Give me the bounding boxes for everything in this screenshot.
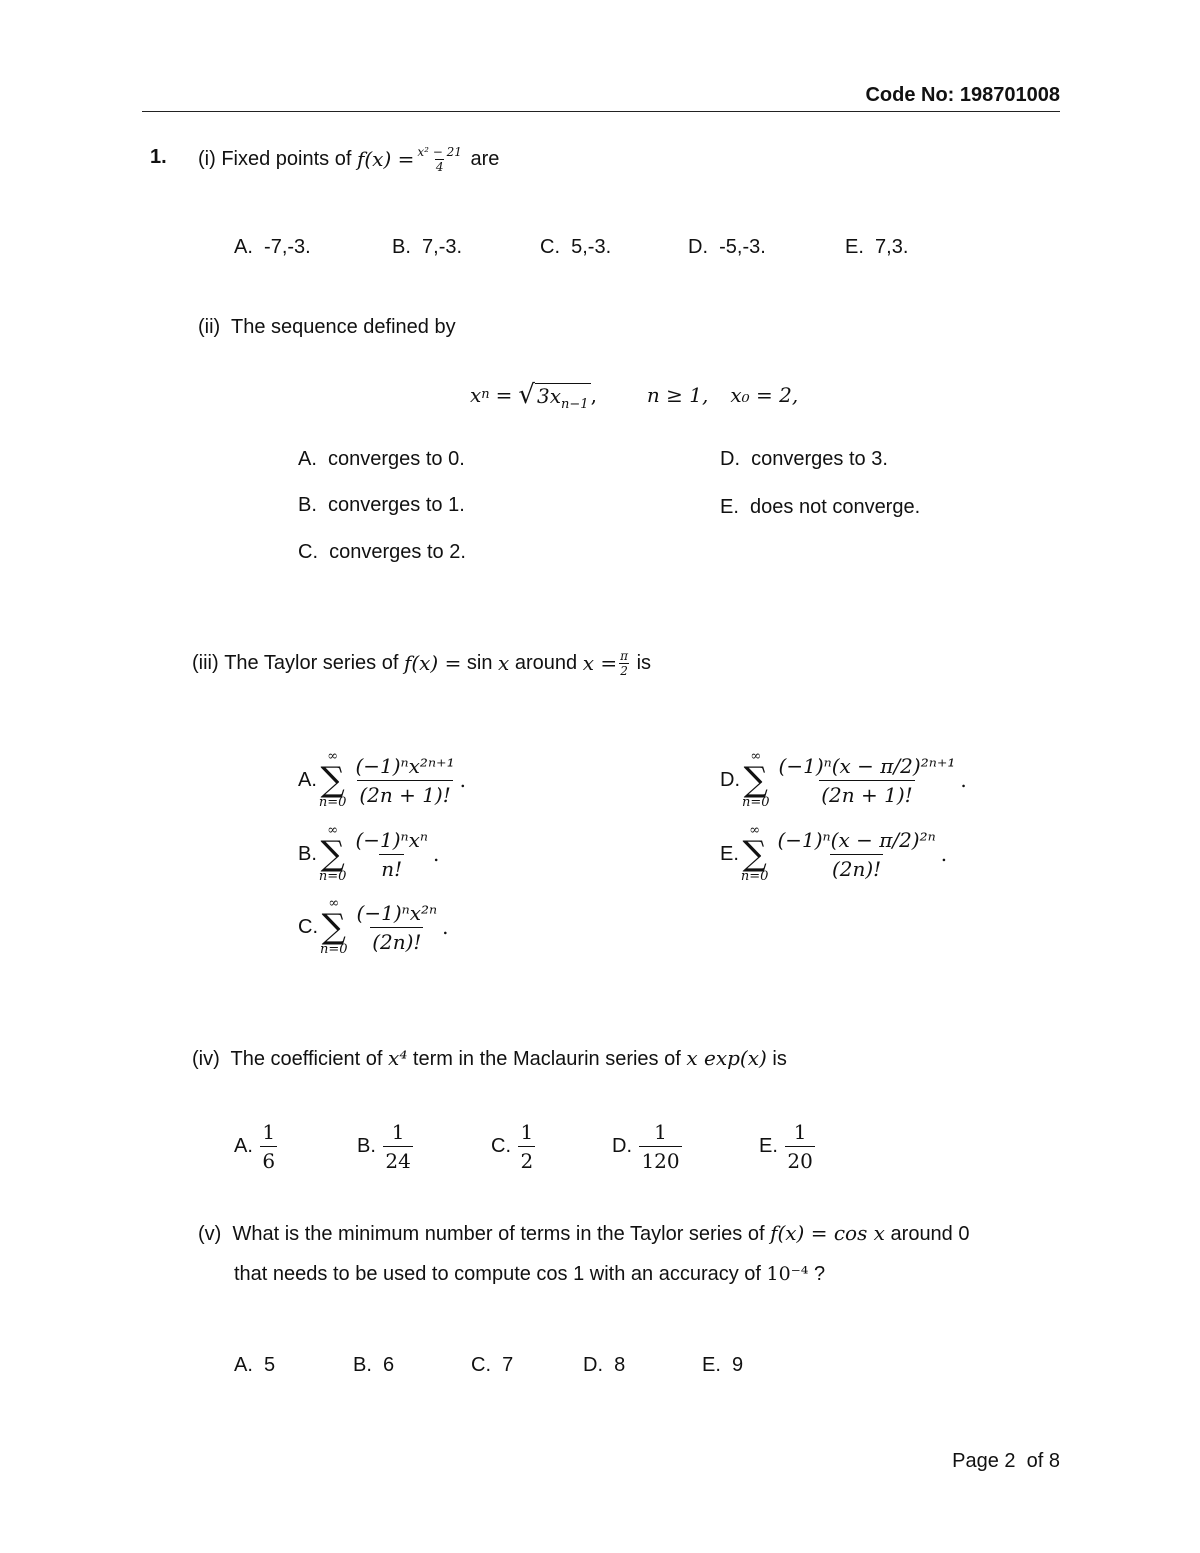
q4-middle: term in the Maclaurin series of <box>412 1048 681 1070</box>
series-term <box>355 901 440 954</box>
q1-fraction <box>416 145 463 174</box>
q4-option-d[interactable] <box>612 1120 685 1173</box>
option-text: converges to 3. <box>751 448 888 470</box>
q3-prefix: The Taylor series of <box>224 651 399 674</box>
frac-den: 120 <box>639 1146 681 1173</box>
sum-sign: ∑ <box>320 834 345 874</box>
option-text: does not converge. <box>750 496 921 518</box>
q3-option-d[interactable] <box>720 750 967 810</box>
q1-stem <box>198 137 499 181</box>
sum-sign: ∑ <box>742 834 767 874</box>
q1-frac-num: x² − 21 <box>417 144 462 159</box>
option-letter: E. <box>759 1135 778 1157</box>
q2-label: (ii) <box>198 316 221 338</box>
option-letter: A. <box>234 1354 253 1376</box>
option-letter: D. <box>583 1354 603 1376</box>
option-letter: E. <box>720 842 739 865</box>
q5-stem-line2 <box>234 1263 825 1286</box>
option-letter: B. <box>298 842 317 865</box>
option-letter: A. <box>298 448 317 470</box>
radical-body <box>535 383 591 412</box>
question-number: 1. <box>150 146 167 168</box>
q5-option-c[interactable] <box>471 1354 513 1377</box>
q3-option-e[interactable] <box>720 824 947 884</box>
option-text: 5 <box>264 1354 276 1376</box>
q5-line1-prefix: What is the minimum number of terms in the Taylor series of <box>232 1223 765 1245</box>
option-fraction <box>383 1120 412 1173</box>
option-text: 9 <box>732 1354 744 1376</box>
summation <box>741 824 769 884</box>
option-text: -7,-3. <box>264 236 311 258</box>
q3-point-fraction <box>619 649 629 678</box>
option-text: 7,-3. <box>422 236 463 258</box>
option-fraction <box>260 1120 277 1173</box>
q4-term: x⁴ <box>388 1046 408 1070</box>
frac-den: 24 <box>383 1146 412 1173</box>
q4-prefix: The coefficient of <box>230 1048 383 1070</box>
sum-upper: ∞ <box>327 749 339 764</box>
option-text: converges to 0. <box>328 448 465 470</box>
option-letter: B. <box>357 1135 376 1157</box>
q1-option-e[interactable] <box>845 236 908 259</box>
q3-stem <box>192 643 651 683</box>
q5-line2-suffix: ? <box>813 1263 826 1285</box>
q5-option-a[interactable] <box>234 1354 275 1377</box>
option-text: 7 <box>502 1354 514 1376</box>
frac-num: 1 <box>520 1120 534 1144</box>
sum-lower: n=0 <box>740 869 769 884</box>
frac-num: 1 <box>654 1120 667 1144</box>
frac-den: 20 <box>785 1146 814 1173</box>
q3-around: around <box>514 651 578 674</box>
q3-suffix: is <box>636 651 652 674</box>
option-letter: C. <box>491 1135 511 1157</box>
q2-formula: x n = √ $3x_{n-1}$ , n ≥ 1, x₀ = 2, <box>470 380 799 412</box>
root-body: 3x <box>537 383 562 408</box>
summation <box>742 750 770 810</box>
q1-option-d[interactable] <box>688 236 766 259</box>
q3-option-b[interactable] <box>298 824 439 884</box>
q4-option-c[interactable] <box>491 1120 538 1173</box>
q5-line1-func: f(x) = cos x <box>770 1221 885 1245</box>
option-letter: C. <box>298 541 318 563</box>
formula-cond1: n ≥ 1, <box>646 383 709 407</box>
q5-line1-suffix: around 0 <box>890 1223 970 1245</box>
q3-option-a[interactable] <box>298 750 466 810</box>
q4-expr: x exp(x) <box>686 1046 767 1070</box>
option-letter: D. <box>688 236 708 258</box>
option-letter: E. <box>845 236 864 258</box>
q5-option-d[interactable] <box>583 1354 625 1377</box>
sum-sign: ∑ <box>743 760 768 800</box>
option-text: -5,-3. <box>719 236 766 258</box>
term-numerator: (−1)ⁿx²ⁿ⁺¹ <box>355 753 455 778</box>
option-letter: B. <box>298 494 317 516</box>
option-fraction <box>639 1120 681 1173</box>
formula-eq: = <box>495 383 513 407</box>
term-tail: . <box>960 768 967 792</box>
option-letter: D. <box>720 448 740 470</box>
q2-option-e[interactable] <box>720 496 920 519</box>
header-rule <box>142 111 1060 112</box>
q3-func: f(x) = <box>403 651 462 675</box>
term-numerator: (−1)ⁿ(x − π/2)²ⁿ <box>777 827 936 852</box>
q3-eq: x = <box>582 651 618 675</box>
q1-label: (i) <box>198 147 216 170</box>
term-denominator: (2n + 1)! <box>819 780 914 807</box>
q2-option-c[interactable] <box>298 541 466 564</box>
q2-option-b[interactable] <box>298 494 465 517</box>
sum-lower: n=0 <box>320 942 348 957</box>
code-number: Code No: 198701008 <box>865 84 1060 106</box>
option-letter: C. <box>540 236 560 258</box>
page-of: of 8 <box>1026 1450 1060 1472</box>
sum-upper: ∞ <box>328 896 340 911</box>
q5-stem-line1 <box>198 1221 970 1246</box>
q4-option-b[interactable] <box>357 1120 416 1173</box>
formula-lhs: x <box>470 383 482 407</box>
frac-den: 6 <box>260 1146 277 1173</box>
q3-two: 2 <box>620 663 628 678</box>
option-letter: D. <box>612 1135 632 1157</box>
page-footer <box>952 1450 1060 1473</box>
term-numerator: (−1)ⁿ(x − π/2)²ⁿ⁺¹ <box>778 753 956 778</box>
frac-num: 1 <box>793 1120 807 1144</box>
q4-suffix: is <box>772 1048 787 1070</box>
series-term <box>775 828 937 881</box>
option-fraction <box>518 1120 535 1173</box>
q5-label: (v) <box>198 1223 222 1245</box>
summation <box>319 750 347 810</box>
option-text: 5,-3. <box>571 236 612 258</box>
option-text: 7,3. <box>875 236 909 258</box>
sum-lower: n=0 <box>742 795 770 810</box>
q2-option-a[interactable] <box>298 448 465 471</box>
option-text: 6 <box>383 1354 395 1376</box>
q1-suffix: are <box>470 147 500 170</box>
q5-option-e[interactable] <box>702 1354 743 1377</box>
term-numerator: (−1)ⁿxⁿ <box>355 827 429 852</box>
radical-sign: √ <box>518 380 535 410</box>
q3-label: (iii) <box>192 651 219 674</box>
q5-line2-prefix: that needs to be used to compute cos 1 with an accuracy of <box>234 1263 761 1285</box>
q4-option-a[interactable] <box>234 1120 280 1173</box>
q1-option-a[interactable] <box>234 236 311 259</box>
option-letter: E. <box>720 496 739 518</box>
q1-prefix: Fixed points of <box>221 147 352 170</box>
formula-cond2: x₀ = 2, <box>730 383 799 407</box>
summation <box>319 824 347 884</box>
sum-upper: ∞ <box>749 823 761 838</box>
option-letter: B. <box>392 236 411 258</box>
summation <box>320 897 348 957</box>
sum-lower: n=0 <box>318 869 347 884</box>
q2-text: The sequence defined by <box>230 316 456 338</box>
page-label: Page 2 <box>952 1450 1016 1472</box>
sum-sign: ∑ <box>320 760 345 800</box>
sum-sign: ∑ <box>321 907 346 947</box>
q2-option-d[interactable] <box>720 448 888 471</box>
sum-lower: n=0 <box>318 795 347 810</box>
option-text: 8 <box>614 1354 626 1376</box>
term-denominator: (2n + 1)! <box>357 780 452 807</box>
q4-stem <box>192 1046 787 1071</box>
option-letter: C. <box>471 1354 491 1376</box>
option-text: converges to 1. <box>328 494 465 516</box>
term-denominator: n! <box>379 854 404 881</box>
option-letter: A. <box>234 236 253 258</box>
q1-frac-den: 4 <box>435 159 444 174</box>
option-fraction <box>785 1120 814 1173</box>
option-letter: C. <box>298 915 318 938</box>
q2-stem <box>198 316 456 339</box>
term-denominator: (2n)! <box>830 854 883 881</box>
q5-line2-power: 10⁻⁴ <box>766 1263 809 1285</box>
q3-pi: π <box>620 648 629 663</box>
option-letter: A. <box>298 768 317 791</box>
option-letter: D. <box>720 768 740 791</box>
frac-num: 1 <box>262 1120 276 1144</box>
q3-var: x <box>498 651 510 675</box>
q3-sin: sin <box>466 651 493 674</box>
option-letter: B. <box>353 1354 372 1376</box>
term-tail: . <box>940 842 948 866</box>
series-term <box>353 754 456 807</box>
term-tail: . <box>459 768 466 792</box>
q4-option-e[interactable] <box>759 1120 818 1173</box>
q1-option-b[interactable] <box>392 236 462 259</box>
q1-func: f(x) = <box>356 147 415 171</box>
sum-upper: ∞ <box>327 823 339 838</box>
term-tail: . <box>433 842 440 866</box>
series-term <box>353 828 430 881</box>
root-sub: n−1 <box>561 396 589 412</box>
term-tail: . <box>442 915 449 939</box>
sum-upper: ∞ <box>750 749 762 764</box>
q5-option-b[interactable] <box>353 1354 394 1377</box>
option-letter: A. <box>234 1135 253 1157</box>
q1-option-c[interactable] <box>540 236 611 259</box>
term-numerator: (−1)ⁿx²ⁿ <box>356 900 438 925</box>
frac-den: 2 <box>518 1146 535 1173</box>
frac-num: 1 <box>391 1120 405 1144</box>
term-denominator: (2n)! <box>370 927 423 954</box>
q3-option-c[interactable] <box>298 897 449 957</box>
option-letter: E. <box>702 1354 721 1376</box>
option-text: converges to 2. <box>329 541 466 563</box>
series-term <box>777 754 958 807</box>
q4-label: (iv) <box>192 1048 220 1070</box>
